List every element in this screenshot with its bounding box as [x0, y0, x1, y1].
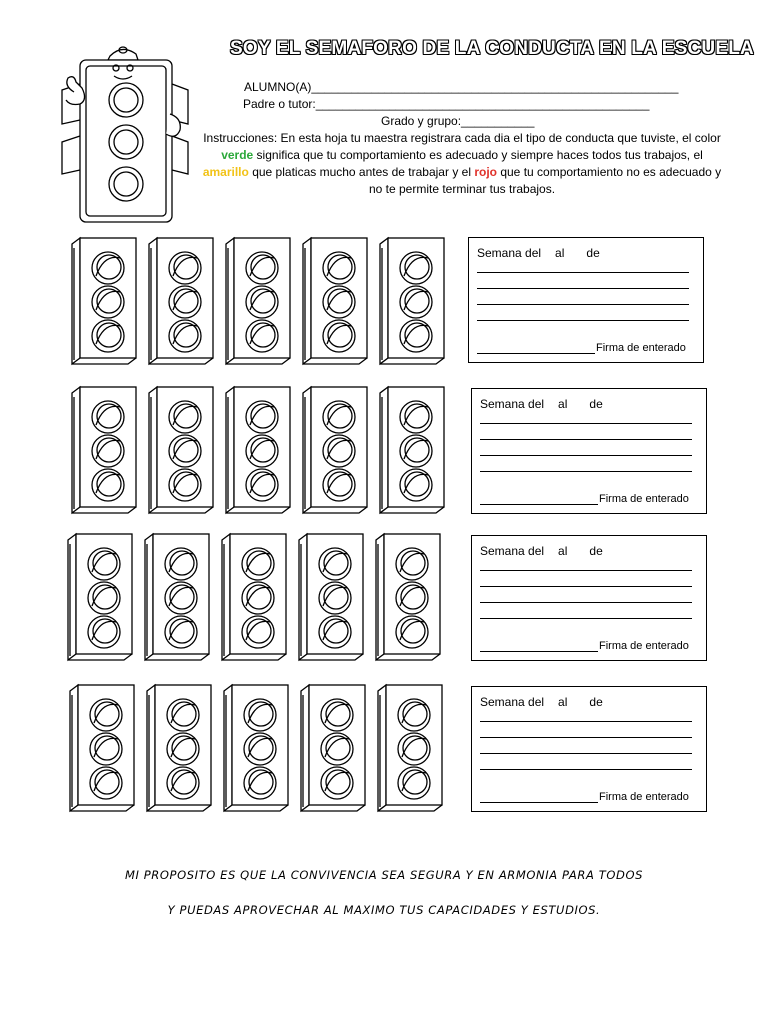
traffic-light-icon[interactable]: [70, 685, 134, 811]
semana-label: Semana del: [477, 246, 542, 260]
yellow-word: amarillo: [202, 165, 249, 179]
traffic-light-icon[interactable]: [226, 387, 290, 513]
semana-label: Semana del: [480, 544, 545, 558]
de-label: de: [589, 544, 603, 558]
note-line[interactable]: [477, 272, 689, 273]
signature-line[interactable]: [480, 640, 689, 652]
traffic-light-icon[interactable]: [149, 238, 213, 364]
traffic-light-icon[interactable]: [299, 534, 363, 660]
traffic-light-icon[interactable]: [72, 387, 136, 513]
signature-label: Firma de enterado: [599, 791, 689, 803]
al-label: al: [555, 246, 565, 260]
note-line[interactable]: [480, 602, 692, 603]
signature-label: Firma de enterado: [599, 493, 689, 505]
al-label: al: [558, 397, 568, 411]
note-line[interactable]: [480, 471, 692, 472]
week-record-box[interactable]: [471, 535, 707, 661]
signature-label: Firma de enterado: [599, 640, 689, 652]
traffic-light-icon[interactable]: [72, 238, 136, 364]
note-line[interactable]: [480, 439, 692, 440]
week-row: [0, 683, 768, 823]
signature-line[interactable]: [480, 791, 689, 803]
note-line[interactable]: [480, 570, 692, 571]
al-label: al: [558, 695, 568, 709]
week-range-label: [480, 695, 603, 709]
week-record-box[interactable]: [468, 237, 704, 363]
signature-line[interactable]: [477, 342, 686, 354]
grade-group-field[interactable]: Grado y grupo:___________: [381, 114, 535, 128]
note-line[interactable]: [480, 455, 692, 456]
page-title: SOY EL SEMAFORO DE LA CONDUCTA EN LA ESCUELA: [230, 38, 754, 59]
semana-label: Semana del: [480, 695, 545, 709]
traffic-light-icon[interactable]: [145, 534, 209, 660]
week-range-label: [480, 397, 603, 411]
traffic-light-icon[interactable]: [222, 534, 286, 660]
al-label: al: [558, 544, 568, 558]
traffic-light-icon[interactable]: [149, 387, 213, 513]
note-line[interactable]: [480, 769, 692, 770]
traffic-light-icon[interactable]: [380, 238, 444, 364]
traffic-light-icon[interactable]: [68, 534, 132, 660]
de-label: de: [589, 695, 603, 709]
traffic-light-icon[interactable]: [380, 387, 444, 513]
traffic-light-mascot-icon: [52, 44, 197, 224]
note-line[interactable]: [480, 721, 692, 722]
signature-blank[interactable]: [480, 792, 598, 803]
note-line[interactable]: [480, 423, 692, 424]
signature-line[interactable]: [480, 493, 689, 505]
signature-label: Firma de enterado: [596, 342, 686, 354]
instructions-text: [200, 130, 724, 198]
note-line[interactable]: [477, 320, 689, 321]
traffic-lights-group: [0, 385, 460, 525]
de-label: de: [589, 397, 603, 411]
week-range-label: [477, 246, 600, 260]
semana-label: Semana del: [480, 397, 545, 411]
traffic-light-icon[interactable]: [303, 387, 367, 513]
note-line[interactable]: [480, 618, 692, 619]
de-label: de: [586, 246, 600, 260]
traffic-light-icon[interactable]: [147, 685, 211, 811]
signature-blank[interactable]: [477, 343, 595, 354]
week-record-box[interactable]: [471, 388, 707, 514]
traffic-lights-group: [0, 683, 460, 823]
week-record-box[interactable]: [471, 686, 707, 812]
student-name-field[interactable]: ALUMNO(A)_______________________________________________________: [244, 80, 679, 94]
signature-blank[interactable]: [480, 494, 598, 505]
footer-line-2: Y PUEDAS APROVECHAR AL MAXIMO TUS CAPACIDADES Y ESTUDIOS.: [167, 903, 601, 917]
green-word: verde: [221, 148, 254, 162]
traffic-light-icon[interactable]: [226, 238, 290, 364]
traffic-light-icon[interactable]: [224, 685, 288, 811]
week-row: [0, 236, 768, 376]
note-line[interactable]: [480, 737, 692, 738]
traffic-lights-group: [0, 236, 460, 376]
week-range-label: [480, 544, 603, 558]
week-row: [0, 385, 768, 525]
instructions-part: que tu comportamiento no es adecuado y no te permite terminar tus trabajos.: [368, 165, 722, 196]
traffic-lights-group: [0, 532, 460, 672]
traffic-light-icon[interactable]: [378, 685, 442, 811]
week-row: [0, 532, 768, 672]
traffic-light-icon[interactable]: [376, 534, 440, 660]
instructions-part: que platicas mucho antes de trabajar y el: [248, 165, 475, 179]
footer-line-1: MI PROPOSITO ES QUE LA CONVIVENCIA SEA SEGURA Y EN ARMONIA PARA TODOS: [125, 868, 643, 882]
red-word: rojo: [474, 165, 497, 179]
note-line[interactable]: [480, 586, 692, 587]
traffic-light-icon[interactable]: [301, 685, 365, 811]
note-line[interactable]: [477, 288, 689, 289]
note-line[interactable]: [477, 304, 689, 305]
instructions-part: significa que tu comportamiento es adecuado y siempre haces todos tus trabajos, el: [253, 148, 703, 162]
instructions-part: Instrucciones: En esta hoja tu maestra registrara cada dia el tipo de conducta que tuviste, el color: [203, 131, 721, 145]
note-line[interactable]: [480, 753, 692, 754]
signature-blank[interactable]: [480, 641, 598, 652]
parent-name-field[interactable]: Padre o tutor:__________________________________________________: [243, 97, 650, 111]
traffic-light-icon[interactable]: [303, 238, 367, 364]
